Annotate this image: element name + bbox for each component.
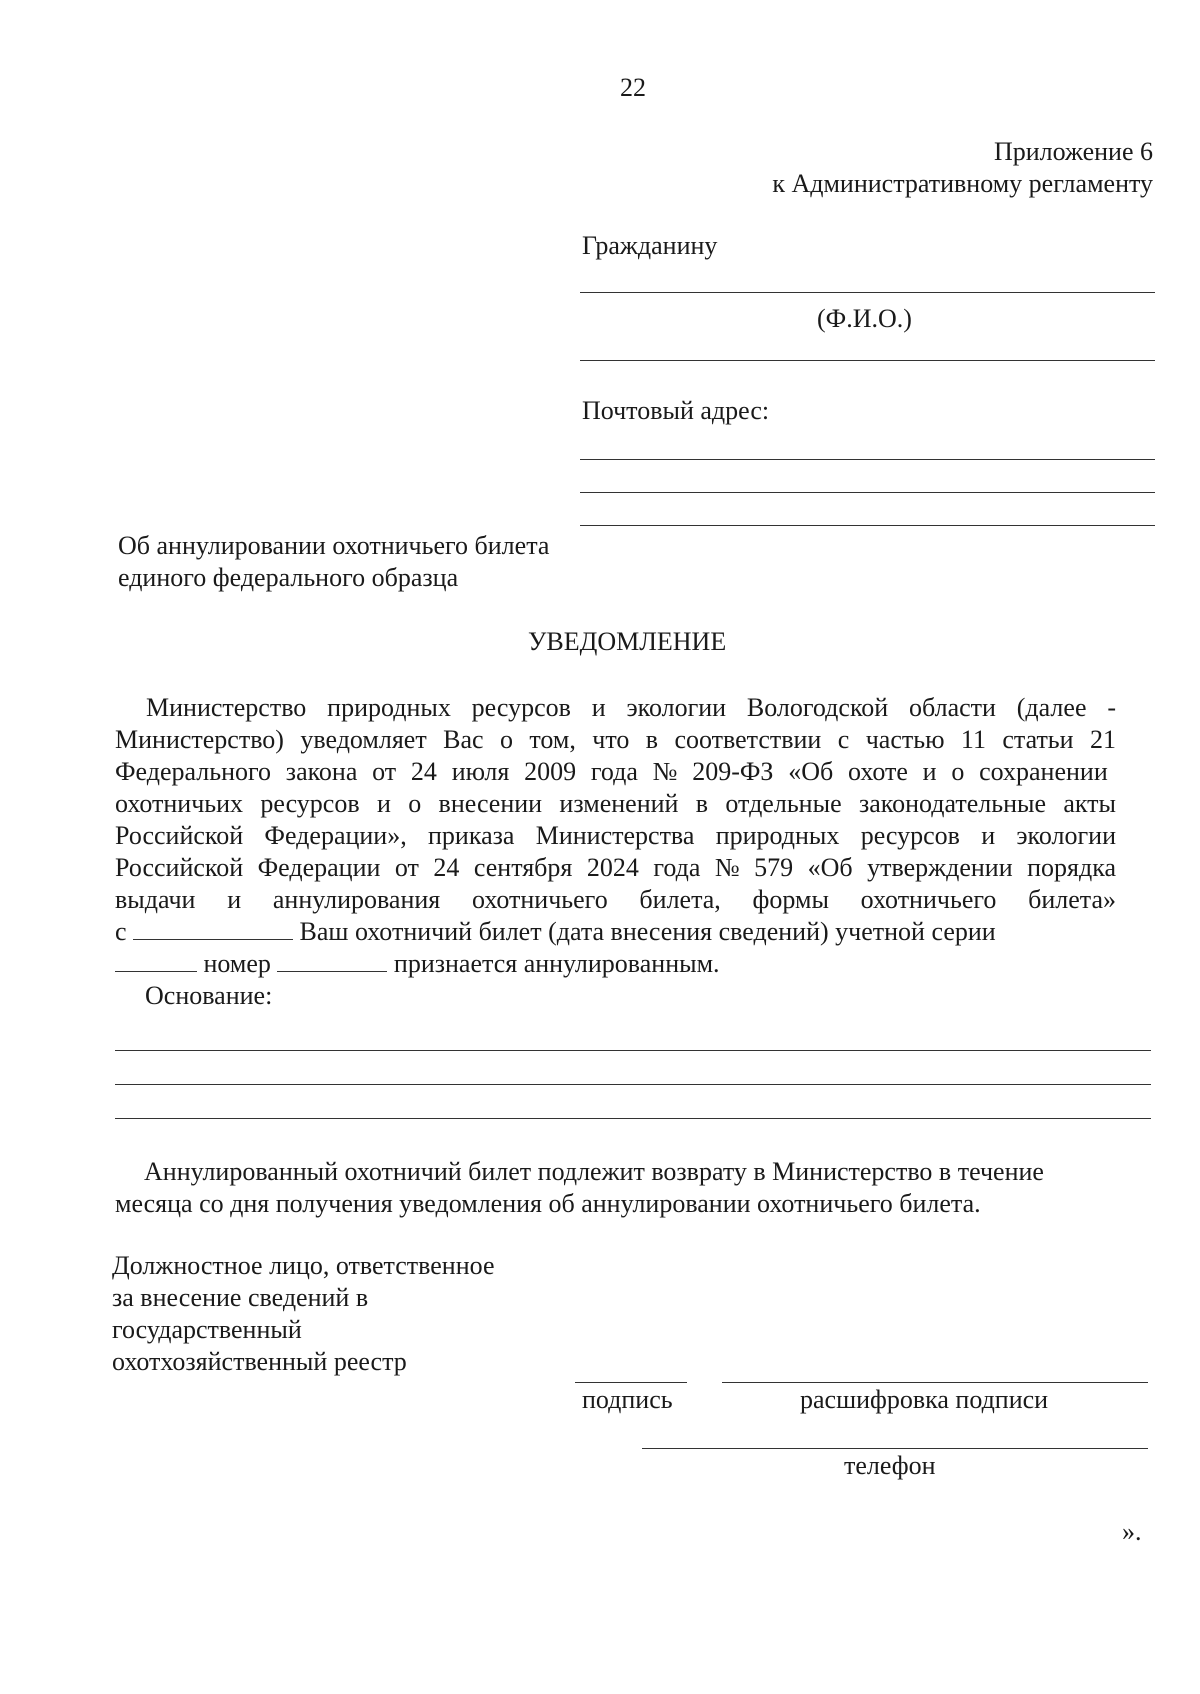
official-line-2: за внесение сведений в: [112, 1283, 369, 1312]
signature-decoding-caption: расшифровка подписи: [800, 1385, 1049, 1414]
series-blank: [115, 951, 197, 972]
signature-line: [575, 1382, 687, 1383]
address-label: Почтовый адрес:: [582, 396, 770, 425]
body-line-7: выдачи и аннулирования охотничьего билета, формы охотничьего билета»: [115, 885, 1116, 914]
address-line-3: [580, 525, 1155, 526]
signature-caption: подпись: [582, 1385, 673, 1414]
body-line-9: [115, 948, 720, 980]
fio-caption: (Ф.И.О.): [817, 304, 912, 333]
body-line-4: охотничьих ресурсов и о внесении изменений в отдельные законодательные акты: [115, 789, 1116, 818]
appendix-line-1: Приложение 6: [993, 137, 1153, 166]
recipient-label: Гражданину: [582, 231, 718, 260]
fio-line: [580, 292, 1155, 293]
phone-line: [642, 1448, 1148, 1449]
address-line-1: [580, 459, 1155, 460]
appendix-line-2: к Административному регламенту: [772, 169, 1153, 198]
body-line-3: Федерального закона от 24 июля 2009 года № 209-ФЗ «Об охоте и о сохранении: [115, 757, 1108, 786]
body-line-9-text: признается аннулированным.: [393, 949, 720, 978]
closing-quote-mark: ».: [1122, 1517, 1142, 1546]
basis-line-3: [115, 1118, 1151, 1119]
body-line-1: Министерство природных ресурсов и экологии Вологодской области (далее -: [146, 693, 1116, 722]
subject-line-1: Об аннулировании охотничьего билета: [118, 531, 550, 560]
address-line-2: [580, 492, 1155, 493]
basis-label: Основание:: [145, 981, 273, 1010]
body-line-5: Российской Федерации», приказа Министерства природных ресурсов и экологии: [115, 821, 1116, 850]
basis-line-2: [115, 1084, 1151, 1085]
signature-decoding-line: [722, 1382, 1148, 1383]
official-line-1: Должностное лицо, ответственное: [112, 1251, 495, 1280]
date-blank: [133, 919, 293, 940]
official-line-4: охотхозяйственный реестр: [112, 1347, 407, 1376]
body-line-8-text: Ваш охотничий билет (дата внесения сведений) учетной серии: [299, 917, 996, 946]
phone-caption: телефон: [844, 1451, 936, 1480]
basis-line-1: [115, 1050, 1151, 1051]
body-line-8: [115, 916, 996, 948]
return-note-line-2: месяца со дня получения уведомления об аннулировании охотничьего билета.: [115, 1189, 981, 1218]
document-title: УВЕДОМЛЕНИЕ: [528, 627, 727, 656]
subject-line-2: единого федерального образца: [118, 563, 459, 592]
number-label: номер: [203, 949, 271, 978]
fio-line-2: [580, 360, 1155, 361]
number-blank: [277, 951, 387, 972]
body-line-6: Российской Федерации от 24 сентября 2024 года № 579 «Об утверждении порядка: [115, 853, 1116, 882]
date-prefix: с: [115, 917, 127, 946]
page-number: 22: [620, 73, 646, 102]
body-line-2: Министерство) уведомляет Вас о том, что в соответствии с частью 11 статьи 21: [115, 725, 1116, 754]
official-line-3: государственный: [112, 1315, 302, 1344]
return-note-line-1: Аннулированный охотничий билет подлежит возврату в Министерство в течение: [144, 1157, 1044, 1186]
